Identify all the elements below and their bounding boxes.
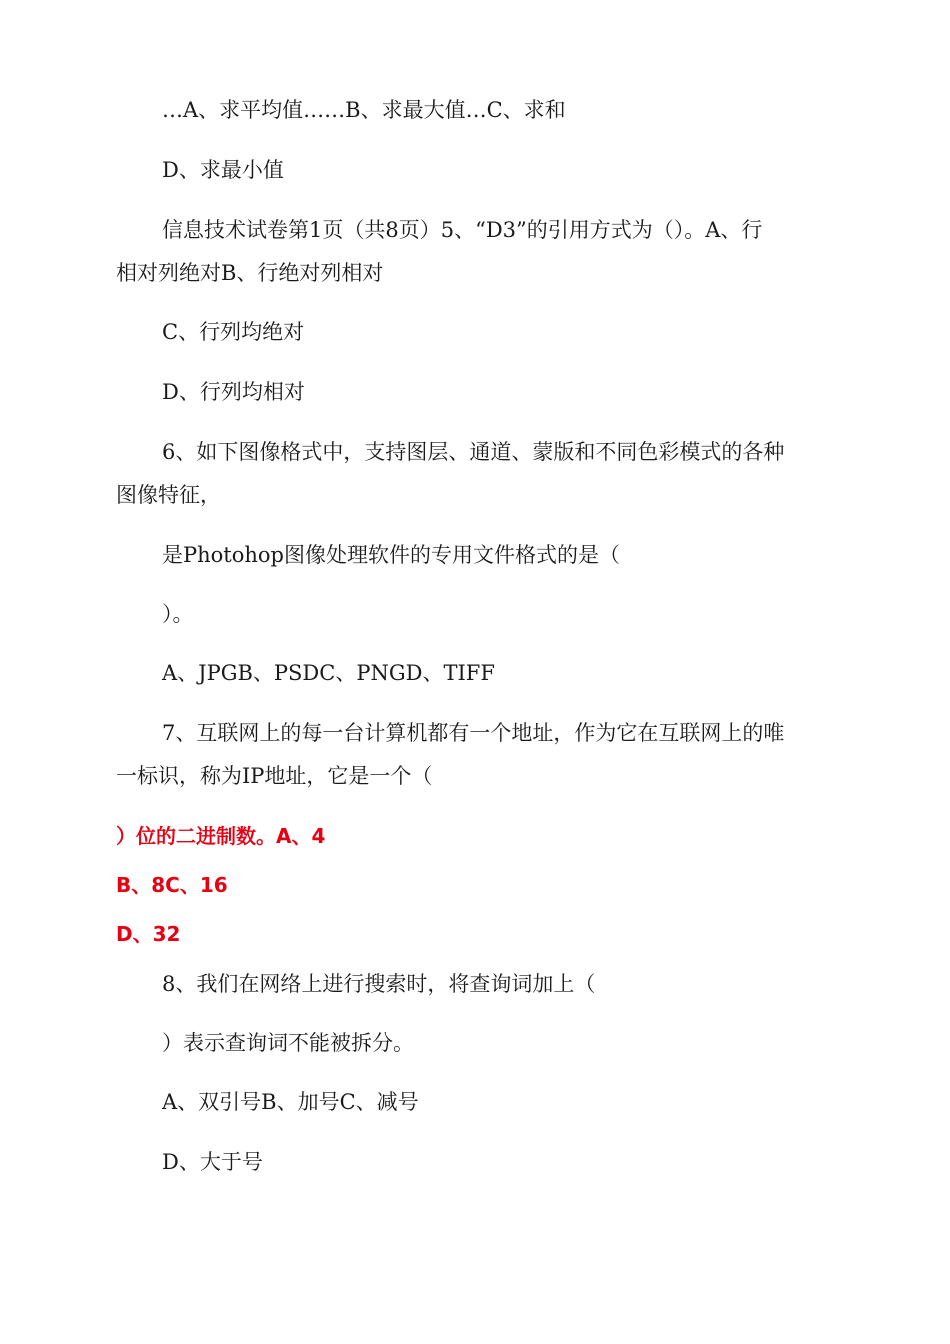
option-line-q5-c: C、行列均绝对 (162, 320, 305, 344)
question-6-line-4: ）。 (162, 602, 194, 626)
question-6-line-3: 是Photohop图像处理软件的专用文件格式的是（ (162, 543, 620, 567)
question-5-line-1: 信息技术试卷第1页（共8页）5、“D3”的引用方式为（）。A、行 (162, 218, 763, 242)
question-7-line-2: 一标识，称为IP地址，它是一个（ (116, 764, 433, 788)
question-5-line-2: 相对列绝对B、行绝对列相对 (116, 261, 384, 285)
option-line-q7-bc-highlight: B、8C、16 (116, 873, 228, 897)
question-6-line-2: 图像特征， (116, 483, 221, 507)
option-line-q5-d: D、行列均相对 (162, 380, 305, 404)
option-line-q7-d-highlight: D、32 (116, 922, 181, 946)
question-8-line-1: 8、我们在网络上进行搜索时，将查询词加上（ (162, 972, 596, 996)
question-7-line-1: 7、互联网上的每一台计算机都有一个地址，作为它在互联网上的唯 (162, 721, 785, 745)
option-line-q4-d: D、求最小值 (162, 158, 284, 182)
option-line-q8-d: D、大于号 (162, 1150, 263, 1174)
option-line-q6: A、JPGB、PSDC、PNGD、TIFF (162, 661, 495, 685)
question-7-line-3-highlight: ）位的二进制数。A、4 (116, 824, 326, 848)
option-line-q4-abc: …A、求平均值……B、求最大值…C、求和 (162, 98, 566, 122)
option-line-q8-abc: A、双引号B、加号C、减号 (162, 1090, 419, 1114)
question-8-line-2: ）表示查询词不能被拆分。 (162, 1031, 414, 1055)
question-6-line-1: 6、如下图像格式中，支持图层、通道、蒙版和不同色彩模式的各种 (162, 440, 785, 464)
